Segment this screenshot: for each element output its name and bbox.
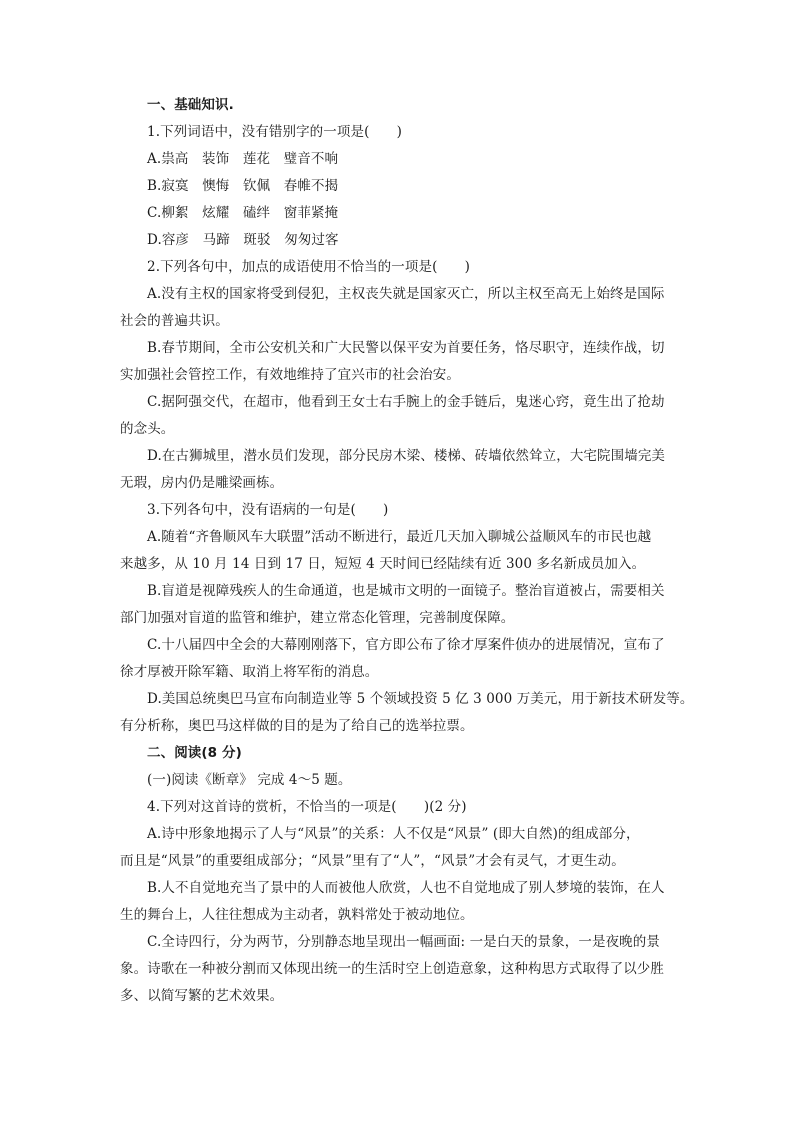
question-1-option-c: C.柳絮 炫耀 磕绊 窗菲紧掩 — [147, 205, 339, 221]
question-4-option-c-line-1: C.全诗四行，分为两节，分别静态地呈现出一幅画面: 一是白天的景象，一是夜晚的景 — [147, 934, 660, 950]
document-page — [120, 92, 694, 1010]
question-3-option-c-line-2: 徐才厚被开除军籍、取消上将军衔的消息。 — [120, 664, 379, 680]
question-1-option-a: A.祟高 装饰 莲花 璧音不响 — [147, 151, 339, 167]
section-title-reading: 二、阅读(8 分) — [147, 745, 242, 761]
question-1-stem: 1.下列词语中，没有错别字的一项是( ) — [147, 124, 403, 140]
question-3-option-a-line-1: A.随着“齐鲁顺风车大联盟”活动不断进行，最近几天加入聊城公益顺风车的市民也越 — [147, 529, 652, 545]
question-2-option-d-line-2: 无瑕，房内仍是雕梁画栋。 — [120, 475, 284, 491]
question-3-option-c-line-1: C.十八届四中全会的大幕刚刚落下，官方即公布了徐才厚案件侦办的进展情况，宣布了 — [147, 637, 665, 653]
question-4-option-a-line-2: 而且是“风景”的重要组成部分；“风景”里有了“人”，“风景”才会有灵气，才更生动。 — [120, 853, 625, 869]
question-1-option-d: D.容彦 马蹄 斑驳 匆匆过客 — [147, 232, 339, 248]
section-title-basic-knowledge: 一、基础知识. — [147, 97, 234, 113]
question-4-option-c-line-2: 象。诗歌在一种被分割而又体现出统一的生活时空上创造意象，这种构思方式取得了以少胜 — [120, 961, 664, 977]
question-2-option-a-line-2: 社会的普遍共识。 — [120, 313, 229, 329]
question-2-option-a-line-1: A.没有主权的国家将受到侵犯，主权丧失就是国家灭亡，所以主权至高无上始终是国际 — [147, 286, 665, 302]
question-2-option-d-line-1: D.在古狮城里，潜水员们发现，部分民房木梁、楼梯、砖墙依然耸立，大宅院围墙完美 — [147, 448, 666, 464]
question-3-option-b-line-2: 部门加强对盲道的监管和维护，建立常态化管理，完善制度保障。 — [120, 610, 515, 626]
question-2-option-b-line-2: 实加强社会管控工作，有效地维持了宜兴市的社会治安。 — [120, 367, 460, 383]
question-2-option-c-line-1: C.据阿强交代，在超市，他看到王女士右手腕上的金手链后，鬼迷心窍，竟生出了抢劫 — [147, 394, 665, 410]
question-3-option-d-line-2: 有分析称，奥巴马这样做的目的是为了给自己的选举拉票。 — [120, 718, 474, 734]
question-4-option-a-line-1: A.诗中形象地揭示了人与“风景”的关系：人不仅是“风景” (即大自然)的组成部分， — [147, 826, 640, 842]
question-4-option-b-line-2: 生的舞台上，人往往想成为主动者，孰料常处于被动地位。 — [120, 907, 474, 923]
question-3-option-a-line-2: 来越多，从 10 月 14 日到 17 日，短短 4 天时间已经陆续有近 300 多名新成员加入。 — [120, 556, 646, 572]
reading-subsection: (一)阅读《断章》 完成 4～5 题。 — [147, 772, 352, 788]
question-3-option-d-line-1: D.美国总统奥巴马宣布向制造业等 5 个领域投资 5 亿 3 000 万美元，用于新技术研发等。 — [147, 691, 694, 707]
question-4-stem: 4.下列对这首诗的赏析，不恰当的一项是( )(2 分) — [147, 799, 467, 815]
question-1-option-b: B.寂寞 懊悔 钦佩 春帷不揭 — [147, 178, 339, 194]
question-4-option-c-line-3: 多、以简写繁的艺术效果。 — [120, 988, 284, 1004]
question-3-stem: 3.下列各句中，没有语病的一句是( ) — [147, 502, 389, 518]
question-2-option-b-line-1: B.春节期间，全市公安机关和广大民警以保平安为首要任务，恪尽职守，连续作战，切 — [147, 340, 665, 356]
question-3-option-b-line-1: B.盲道是视障残疾人的生命通道，也是城市文明的一面镜子。整治盲道被占，需要相关 — [147, 583, 665, 599]
question-4-option-b-line-1: B.人不自觉地充当了景中的人而被他人欣赏，人也不自觉地成了别人梦境的装饰，在人 — [147, 880, 665, 896]
question-2-stem: 2.下列各句中，加点的成语使用不恰当的一项是( ) — [147, 259, 471, 275]
question-2-option-c-line-2: 的念头。 — [120, 421, 175, 437]
